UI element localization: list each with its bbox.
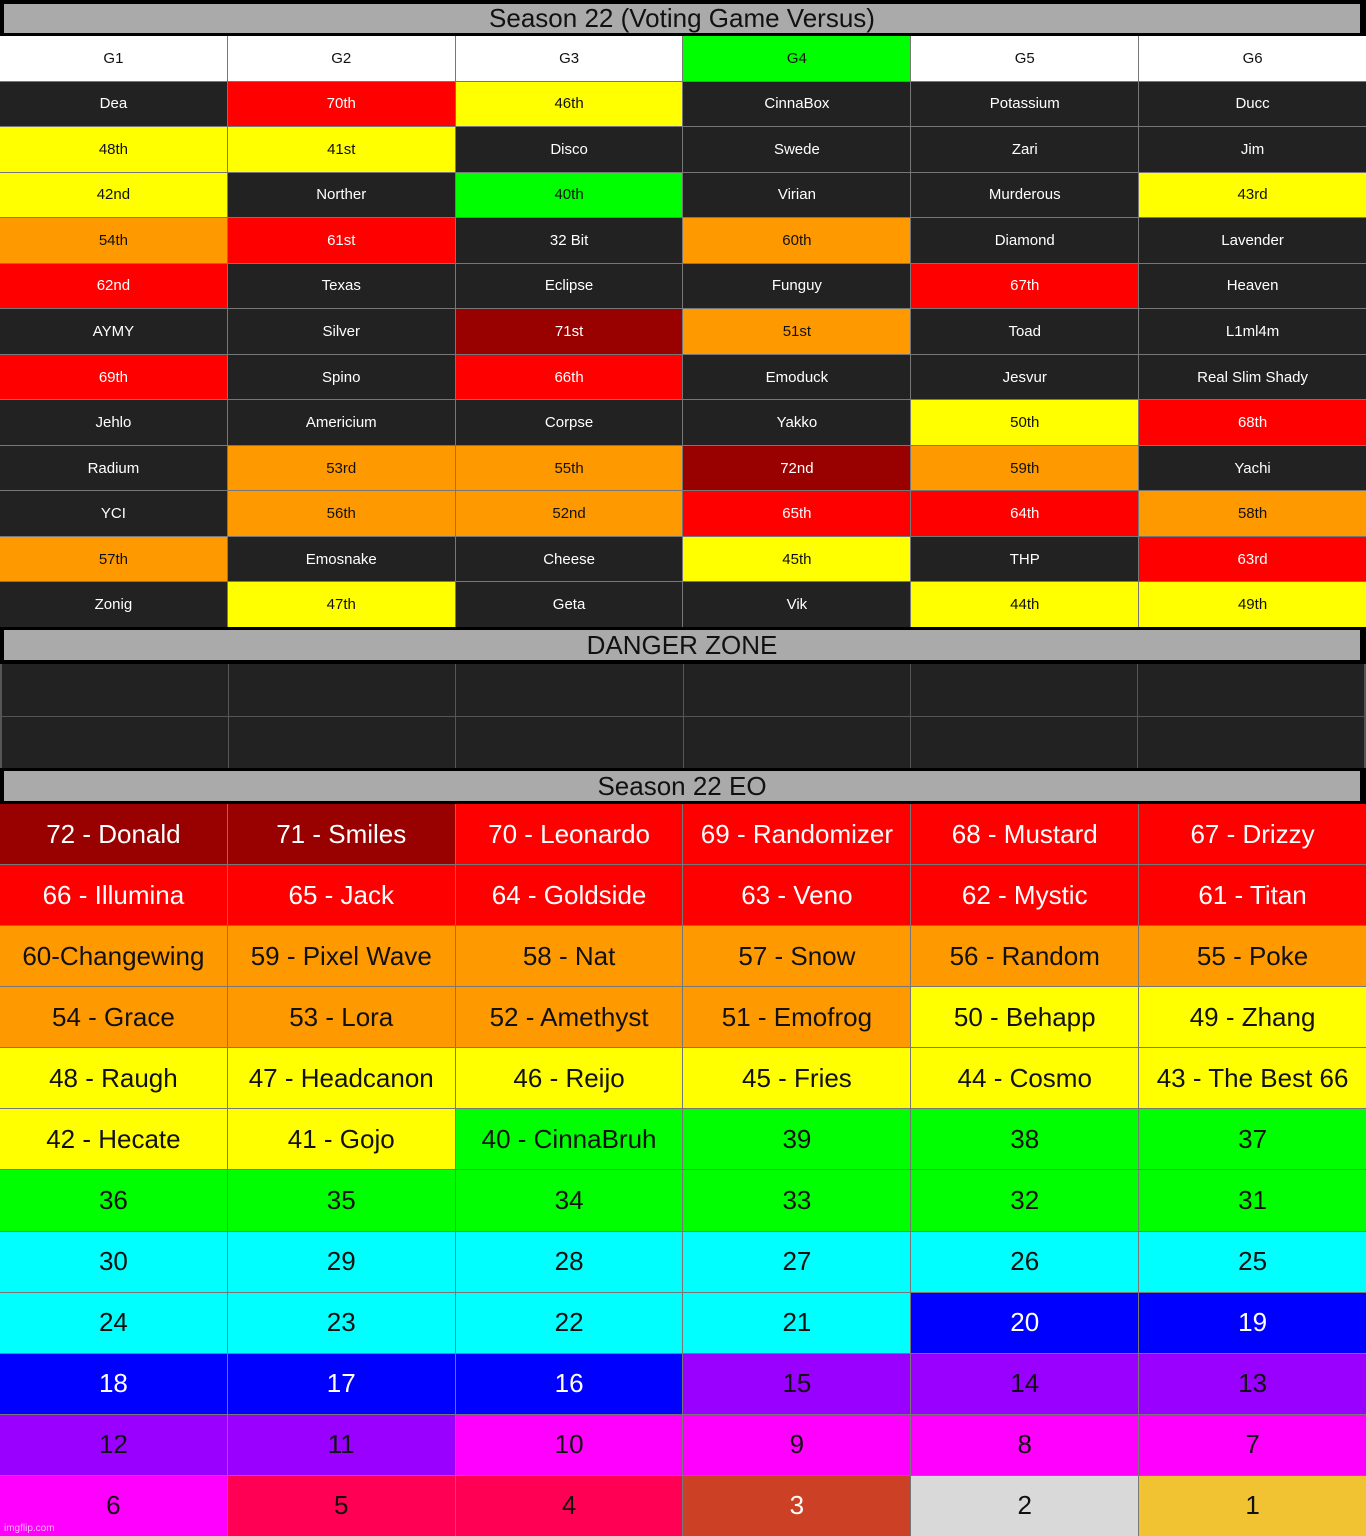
group-cell: Cheese <box>456 537 683 582</box>
eo-title-banner <box>2 769 1362 803</box>
eo-cell: 30 <box>0 1232 227 1292</box>
eo-title: Season 22 EO <box>597 770 767 801</box>
group-cell: Emosnake <box>228 537 455 582</box>
group-cell: Corpse <box>456 400 683 445</box>
eo-cell: 69 - Randomizer <box>683 804 910 864</box>
eo-cell: 11 <box>228 1415 455 1475</box>
group-cell: CinnaBox <box>683 82 910 127</box>
eo-cell: 6 <box>0 1476 227 1536</box>
group-cell: Yakko <box>683 400 910 445</box>
eo-cell: 36 <box>0 1170 227 1230</box>
group-cell: G5 <box>911 36 1138 81</box>
group-cell: Diamond <box>911 218 1138 263</box>
eo-cell: 51 - Emofrog <box>683 987 910 1047</box>
group-cell: 46th <box>456 82 683 127</box>
eo-cell: 32 <box>911 1170 1138 1230</box>
group-cell: 71st <box>456 309 683 354</box>
danger-zone-cell <box>2 664 228 716</box>
group-cell: 41st <box>228 127 455 172</box>
group-cell: G3 <box>456 36 683 81</box>
group-cell: 58th <box>1139 491 1366 536</box>
group-cell: Eclipse <box>456 264 683 309</box>
group-cell: Disco <box>456 127 683 172</box>
eo-cell: 50 - Behapp <box>911 987 1138 1047</box>
eo-cell: 56 - Random <box>911 926 1138 986</box>
group-cell: Jim <box>1139 127 1366 172</box>
danger-zone-table <box>0 664 1366 768</box>
group-cell: 66th <box>456 355 683 400</box>
eo-cell: 5 <box>228 1476 455 1536</box>
eo-cell: 68 - Mustard <box>911 804 1138 864</box>
group-cell: Funguy <box>683 264 910 309</box>
eo-cell: 66 - Illumina <box>0 865 227 925</box>
group-cell: 63rd <box>1139 537 1366 582</box>
eo-cell: 22 <box>456 1293 683 1353</box>
group-cell: 59th <box>911 446 1138 491</box>
group-cell: 45th <box>683 537 910 582</box>
danger-zone-cell <box>684 717 910 769</box>
group-cell: 70th <box>228 82 455 127</box>
danger-zone-cell <box>229 664 455 716</box>
eo-cell: 40 - CinnaBruh <box>456 1109 683 1169</box>
eo-cell: 19 <box>1139 1293 1366 1353</box>
danger-zone-cell <box>684 664 910 716</box>
eo-cell: 65 - Jack <box>228 865 455 925</box>
eo-cell: 31 <box>1139 1170 1366 1230</box>
eo-cell: 63 - Veno <box>683 865 910 925</box>
group-cell: Spino <box>228 355 455 400</box>
group-cell: 57th <box>0 537 227 582</box>
eo-cell: 4 <box>456 1476 683 1536</box>
group-cell: Emoduck <box>683 355 910 400</box>
eo-cell: 24 <box>0 1293 227 1353</box>
group-cell: Murderous <box>911 173 1138 218</box>
eo-cell: 62 - Mystic <box>911 865 1138 925</box>
group-cell: G6 <box>1139 36 1366 81</box>
group-cell: 32 Bit <box>456 218 683 263</box>
eo-cell: 46 - Reijo <box>456 1048 683 1108</box>
eo-cell: 37 <box>1139 1109 1366 1169</box>
eo-cell: 38 <box>911 1109 1138 1169</box>
eo-cell: 3 <box>683 1476 910 1536</box>
danger-zone-cell <box>2 717 228 769</box>
group-cell: 72nd <box>683 446 910 491</box>
danger-zone-cell <box>911 664 1137 716</box>
groups-table <box>0 36 1366 627</box>
eo-cell: 55 - Poke <box>1139 926 1366 986</box>
eo-cell: 59 - Pixel Wave <box>228 926 455 986</box>
group-cell: 51st <box>683 309 910 354</box>
eo-cell: 67 - Drizzy <box>1139 804 1366 864</box>
group-cell: 60th <box>683 218 910 263</box>
eo-cell: 49 - Zhang <box>1139 987 1366 1047</box>
group-cell: Ducc <box>1139 82 1366 127</box>
group-cell: Zonig <box>0 582 227 627</box>
eo-cell: 61 - Titan <box>1139 865 1366 925</box>
eo-cell: 14 <box>911 1354 1138 1414</box>
group-cell: 56th <box>228 491 455 536</box>
group-cell: Potassium <box>911 82 1138 127</box>
eo-cell: 27 <box>683 1232 910 1292</box>
danger-zone-cell <box>456 664 682 716</box>
eo-cell: 23 <box>228 1293 455 1353</box>
eo-cell: 1 <box>1139 1476 1366 1536</box>
group-cell: G1 <box>0 36 227 81</box>
eo-cell: 16 <box>456 1354 683 1414</box>
eo-cell: 39 <box>683 1109 910 1169</box>
eo-cell: 72 - Donald <box>0 804 227 864</box>
eo-cell: 7 <box>1139 1415 1366 1475</box>
eo-cell: 12 <box>0 1415 227 1475</box>
group-cell: Real Slim Shady <box>1139 355 1366 400</box>
eo-cell: 45 - Fries <box>683 1048 910 1108</box>
group-cell: 49th <box>1139 582 1366 627</box>
eo-table <box>0 804 1366 1536</box>
danger-zone-cell <box>229 717 455 769</box>
eo-cell: 28 <box>456 1232 683 1292</box>
eo-cell: 20 <box>911 1293 1138 1353</box>
group-cell: Silver <box>228 309 455 354</box>
eo-cell: 2 <box>911 1476 1138 1536</box>
group-cell: 68th <box>1139 400 1366 445</box>
group-cell: 69th <box>0 355 227 400</box>
group-cell: Americium <box>228 400 455 445</box>
group-cell: 61st <box>228 218 455 263</box>
danger-zone-cell <box>1138 717 1364 769</box>
group-cell: 40th <box>456 173 683 218</box>
eo-cell: 44 - Cosmo <box>911 1048 1138 1108</box>
group-cell: 47th <box>228 582 455 627</box>
eo-cell: 25 <box>1139 1232 1366 1292</box>
eo-cell: 54 - Grace <box>0 987 227 1047</box>
danger-zone-cell <box>456 717 682 769</box>
group-cell: YCI <box>0 491 227 536</box>
eo-cell: 34 <box>456 1170 683 1230</box>
group-cell: G2 <box>228 36 455 81</box>
group-cell: Dea <box>0 82 227 127</box>
danger-zone-cell <box>1138 664 1364 716</box>
group-cell: 52nd <box>456 491 683 536</box>
group-cell: 65th <box>683 491 910 536</box>
eo-cell: 60-Changewing <box>0 926 227 986</box>
eo-cell: 10 <box>456 1415 683 1475</box>
danger-zone-title: DANGER ZONE <box>586 629 778 660</box>
danger-zone-cell <box>911 717 1137 769</box>
eo-cell: 70 - Leonardo <box>456 804 683 864</box>
group-cell: Zari <box>911 127 1138 172</box>
group-cell: Toad <box>911 309 1138 354</box>
eo-cell: 42 - Hecate <box>0 1109 227 1169</box>
eo-cell: 13 <box>1139 1354 1366 1414</box>
danger-zone-banner <box>2 628 1362 662</box>
group-cell: Heaven <box>1139 264 1366 309</box>
group-cell: 48th <box>0 127 227 172</box>
eo-cell: 64 - Goldside <box>456 865 683 925</box>
eo-cell: 47 - Headcanon <box>228 1048 455 1108</box>
eo-cell: 71 - Smiles <box>228 804 455 864</box>
group-cell: 67th <box>911 264 1138 309</box>
season-title: Season 22 (Voting Game Versus) <box>489 3 875 33</box>
group-cell: Yachi <box>1139 446 1366 491</box>
group-cell: 44th <box>911 582 1138 627</box>
group-cell: 53rd <box>228 446 455 491</box>
group-cell: Jehlo <box>0 400 227 445</box>
group-cell: 55th <box>456 446 683 491</box>
group-cell: Radium <box>0 446 227 491</box>
group-cell: 42nd <box>0 173 227 218</box>
eo-cell: 18 <box>0 1354 227 1414</box>
eo-cell: 58 - Nat <box>456 926 683 986</box>
group-cell: Lavender <box>1139 218 1366 263</box>
season-title-banner <box>2 2 1362 35</box>
group-cell: Norther <box>228 173 455 218</box>
eo-cell: 8 <box>911 1415 1138 1475</box>
eo-cell: 35 <box>228 1170 455 1230</box>
watermark: imgflip.com <box>4 1523 55 1534</box>
group-cell: Virian <box>683 173 910 218</box>
eo-cell: 53 - Lora <box>228 987 455 1047</box>
group-cell: Jesvur <box>911 355 1138 400</box>
group-cell: Vik <box>683 582 910 627</box>
group-cell: THP <box>911 537 1138 582</box>
group-cell: 54th <box>0 218 227 263</box>
eo-cell: 57 - Snow <box>683 926 910 986</box>
group-cell: Swede <box>683 127 910 172</box>
eo-cell: 41 - Gojo <box>228 1109 455 1169</box>
eo-cell: 9 <box>683 1415 910 1475</box>
eo-cell: 29 <box>228 1232 455 1292</box>
group-cell: Geta <box>456 582 683 627</box>
eo-cell: 15 <box>683 1354 910 1414</box>
eo-cell: 26 <box>911 1232 1138 1292</box>
group-cell: G4 <box>683 36 910 81</box>
eo-cell: 43 - The Best 66 <box>1139 1048 1366 1108</box>
group-cell: 43rd <box>1139 173 1366 218</box>
eo-cell: 21 <box>683 1293 910 1353</box>
eo-cell: 33 <box>683 1170 910 1230</box>
eo-cell: 52 - Amethyst <box>456 987 683 1047</box>
group-cell: AYMY <box>0 309 227 354</box>
eo-cell: 17 <box>228 1354 455 1414</box>
group-cell: 62nd <box>0 264 227 309</box>
group-cell: Texas <box>228 264 455 309</box>
group-cell: 50th <box>911 400 1138 445</box>
group-cell: L1ml4m <box>1139 309 1366 354</box>
group-cell: 64th <box>911 491 1138 536</box>
eo-cell: 48 - Raugh <box>0 1048 227 1108</box>
